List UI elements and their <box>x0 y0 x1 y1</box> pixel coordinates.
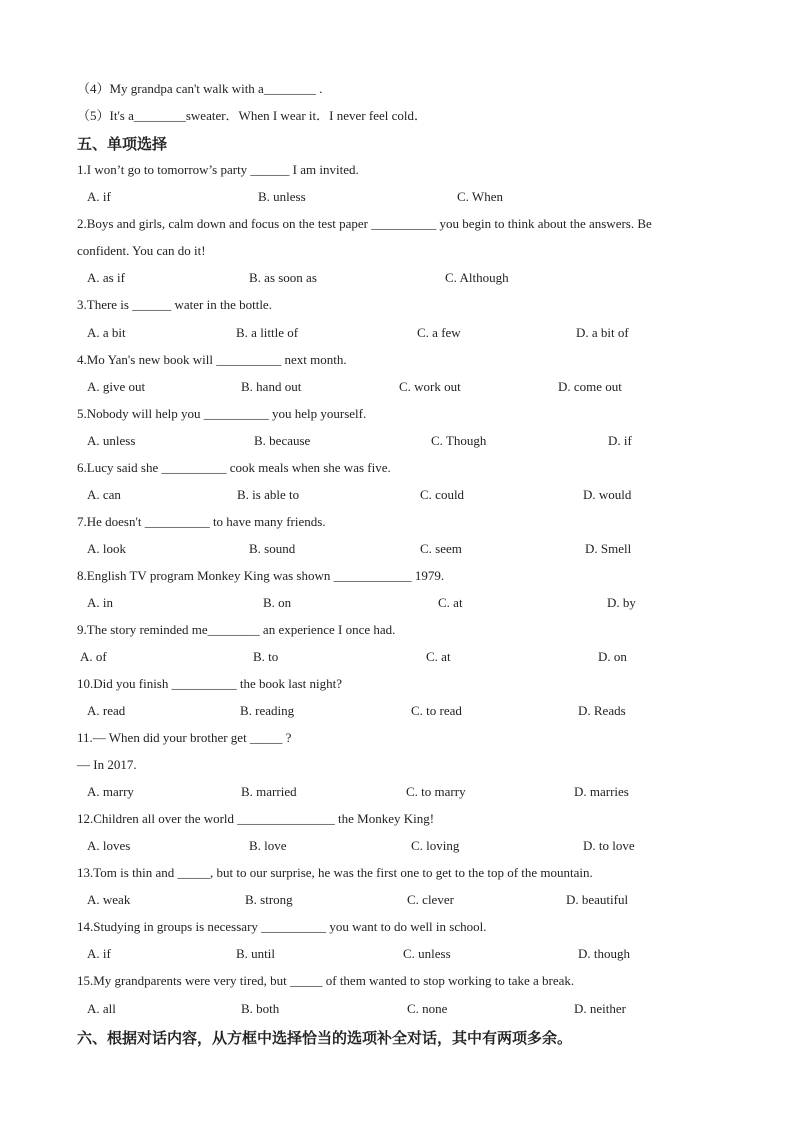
q15-option-b: B. both <box>241 1001 280 1016</box>
q12-option-c: C. loving <box>411 838 460 853</box>
question-10: 10.Did you finish __________ the book last night? <box>77 676 343 691</box>
q1-option-a: A. if <box>87 189 111 204</box>
question-12: 12.Children all over the world _______________ the Monkey King! <box>77 811 435 826</box>
q7-option-d: D. Smell <box>585 541 632 556</box>
q9-option-c: C. at <box>426 649 451 664</box>
q2-option-b: B. as soon as <box>249 270 317 285</box>
fill-item-5: （5）It's a________sweater．When I wear it．I never feel cold． <box>77 108 427 123</box>
q3-option-a: A. a bit <box>87 325 126 340</box>
q12-option-d: D. to love <box>583 838 635 853</box>
q11-option-b: B. married <box>241 784 297 799</box>
q13-option-a: A. weak <box>87 892 131 907</box>
q15-option-c: C. none <box>407 1001 448 1016</box>
q15-option-a: A. all <box>87 1001 116 1016</box>
question-2-continuation: confident. You can do it! <box>77 243 206 258</box>
question-5: 5.Nobody will help you __________ you help yourself. <box>77 406 367 421</box>
question-14: 14.Studying in groups is necessary __________ you want to do well in school. <box>77 919 487 934</box>
question-15: 15.My grandparents were very tired, but _____ of them wanted to stop working to take a break. <box>77 973 575 988</box>
q12-option-b: B. love <box>249 838 287 853</box>
q3-option-c: C. a few <box>417 325 461 340</box>
question-13: 13.Tom is thin and _____, but to our surprise, he was the first one to get to the top of the mountain. <box>77 865 593 880</box>
q13-option-b: B. strong <box>245 892 293 907</box>
q11-option-d: D. marries <box>574 784 629 799</box>
question-4: 4.Mo Yan's new book will __________ next month. <box>77 352 347 367</box>
q9-option-d: D. on <box>598 649 627 664</box>
q4-option-b: B. hand out <box>241 379 302 394</box>
q4-option-a: A. give out <box>87 379 146 394</box>
q14-option-b: B. until <box>236 946 276 961</box>
question-9: 9.The story reminded me________ an experience I once had. <box>77 622 396 637</box>
q8-option-a: A. in <box>87 595 113 610</box>
question-11: 11.— When did your brother get _____ ? <box>77 730 292 745</box>
q6-option-d: D. would <box>583 487 632 502</box>
q7-option-c: C. seem <box>420 541 462 556</box>
q5-option-b: B. because <box>254 433 311 448</box>
q7-option-b: B. sound <box>249 541 296 556</box>
q2-option-c: C. Although <box>445 270 509 285</box>
q14-option-d: D. though <box>578 946 630 961</box>
q8-option-c: C. at <box>438 595 463 610</box>
question-3: 3.There is ______ water in the bottle. <box>77 297 272 312</box>
q12-option-a: A. loves <box>87 838 131 853</box>
question-7: 7.He doesn't __________ to have many friends. <box>77 514 326 529</box>
q8-option-d: D. by <box>607 595 636 610</box>
q6-option-a: A. can <box>87 487 121 502</box>
q3-option-d: D. a bit of <box>576 325 629 340</box>
q10-option-a: A. read <box>87 703 126 718</box>
question-2: 2.Boys and girls, calm down and focus on the test paper __________ you begin to think about the answers. Be <box>77 216 652 231</box>
q8-option-b: B. on <box>263 595 292 610</box>
q10-option-c: C. to read <box>411 703 462 718</box>
q5-option-d: D. if <box>608 433 632 448</box>
q6-option-c: C. could <box>420 487 465 502</box>
q9-option-a: A. of <box>80 649 107 664</box>
q6-option-b: B. is able to <box>237 487 300 502</box>
q5-option-a: A. unless <box>87 433 136 448</box>
q13-option-d: D. beautiful <box>566 892 629 907</box>
q7-option-a: A. look <box>87 541 126 556</box>
q11-option-a: A. marry <box>87 784 134 799</box>
q4-option-d: D. come out <box>558 379 622 394</box>
question-1: 1.I won’t go to tomorrow’s party ______ I am invited. <box>77 162 359 177</box>
q15-option-d: D. neither <box>574 1001 626 1016</box>
q3-option-b: B. a little of <box>236 325 299 340</box>
q5-option-c: C. Though <box>431 433 487 448</box>
q9-option-b: B. to <box>253 649 279 664</box>
q10-option-b: B. reading <box>240 703 295 718</box>
q4-option-c: C. work out <box>399 379 461 394</box>
q14-option-a: A. if <box>87 946 111 961</box>
fill-item-4: （4）My grandpa can't walk with a________ . <box>77 81 323 96</box>
q10-option-d: D. Reads <box>578 703 626 718</box>
question-11-continuation: — In 2017. <box>77 757 137 772</box>
q1-option-b: B. unless <box>258 189 306 204</box>
section-6-title: 六、根据对话内容，从方框中选择恰当的选项补全对话，其中有两项多余。 <box>77 1029 573 1047</box>
question-6: 6.Lucy said she __________ cook meals when she was five. <box>77 460 391 475</box>
question-8: 8.English TV program Monkey King was shown ____________ 1979. <box>77 568 445 583</box>
q1-option-c: C. When <box>457 189 503 204</box>
q14-option-c: C. unless <box>403 946 451 961</box>
q13-option-c: C. clever <box>407 892 454 907</box>
q2-option-a: A. as if <box>87 270 125 285</box>
section-5-title: 五、单项选择 <box>77 135 168 153</box>
q11-option-c: C. to marry <box>406 784 466 799</box>
